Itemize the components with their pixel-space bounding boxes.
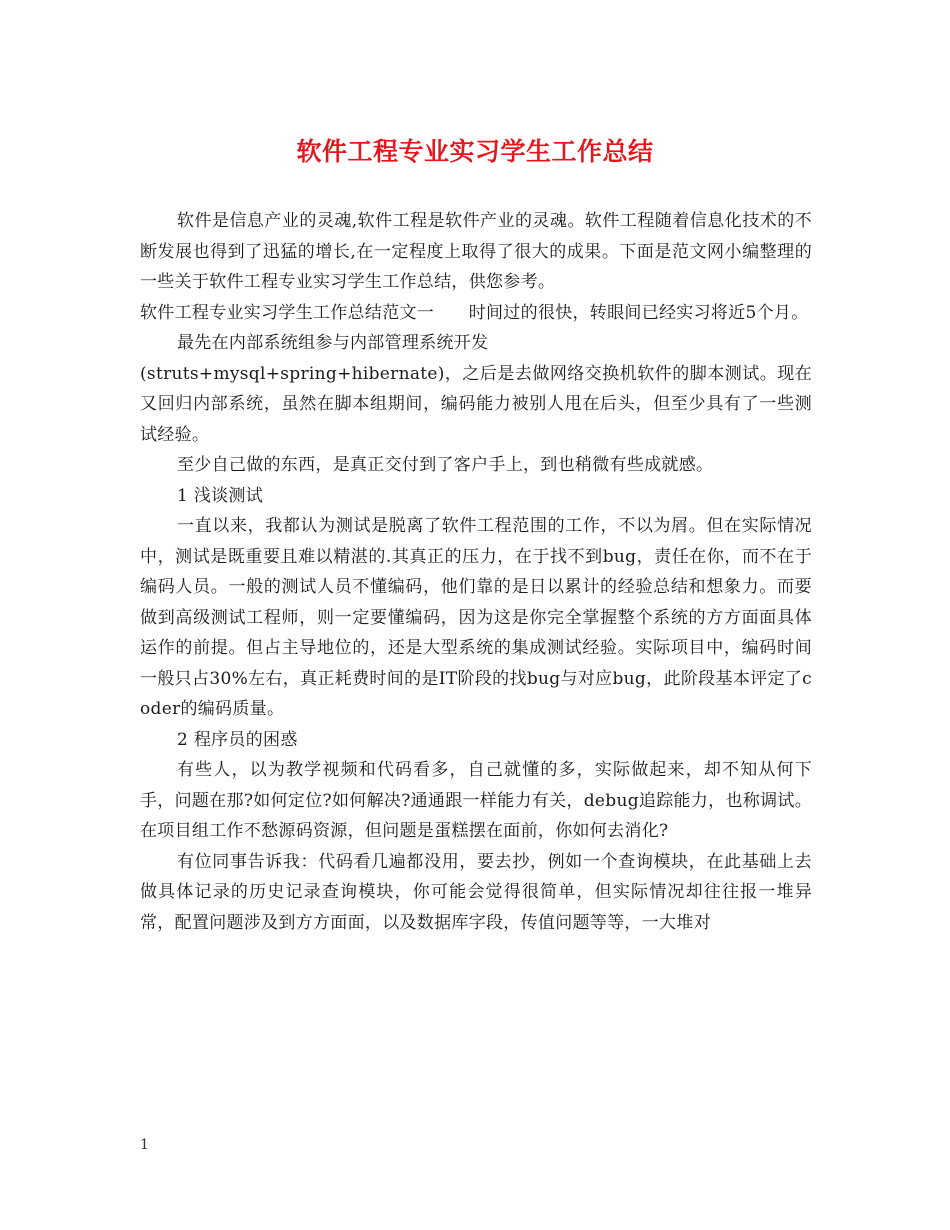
document-title: 软件工程专业实习学生工作总结	[296, 137, 654, 166]
paragraph: 一直以来，我都认为测试是脱离了软件工程范围的工作，不以为屑。但在实际情况中，测试是既重要且难以精湛的.其真正的压力，在于找不到bug，责任在你，而不在于编码人员。一般的测试人员不懂编码，他们靠的是日以累计的经验总结和想象力。而要做到高级测试工程师，则一定要懂编码，因为这是你完全掌握整个系统的方方面面具体运作的前提。但占主导地位的，还是大型系统的集成测试经验。实际项目中，编码时间一般只占30%左右，真正耗费时间的是IT阶段的找bug与对应bug，此阶段基本评定了coder的编码质量。	[140, 516, 812, 719]
section-heading: 1 浅谈测试	[177, 485, 264, 506]
document-body	[140, 206, 812, 938]
paragraph: 软件工程专业实习学生工作总结范文一 时间过的很快，转眼间已经实习将近5个月。	[140, 302, 809, 323]
paragraph: 最先在内部系统组参与内部管理系统开发	[177, 333, 489, 353]
paragraph: 有位同事告诉我：代码看几遍都没用，要去抄，例如一个查询模块，在此基础上去做具体记录的历史记录查询模块，你可能会觉得很简单，但实际情况却往往报一堆异常，配置问题涉及到方方面面，以及数据库字段，传值问题等等，一大堆对	[140, 851, 812, 933]
paragraph: 软件是信息产业的灵魂,软件工程是软件产业的灵魂。软件工程随着信息化技术的不断发展也得到了迅猛的增长,在一定程度上取得了很大的成果。下面是范文网小编整理的一些关于软件工程专业实习学生工作总结，供您参考。	[140, 211, 812, 292]
paragraph: 有些人，以为教学视频和代码看多，自己就懂的多，实际做起来，却不知从何下手，问题在那?如何定位?如何解决?通通跟一样能力有关，debug追踪能力，也称调试。在项目组工作不愁源码资源，但问题是蛋糕摆在面前，你如何去消化?	[140, 760, 812, 841]
paragraph: 至少自己做的东西，是真正交付到了客户手上，到也稍微有些成就感。	[177, 455, 714, 475]
section-heading: 2 程序员的困惑	[177, 729, 298, 750]
paragraph: (struts+mysql+spring+hibernate)，之后是去做网络交换机软件的脚本测试。现在又回归内部系统，虽然在脚本组期间，编码能力被别人甩在后头，但至少具有了一些测试经验。	[140, 363, 812, 445]
page-number: 1	[140, 1137, 149, 1153]
